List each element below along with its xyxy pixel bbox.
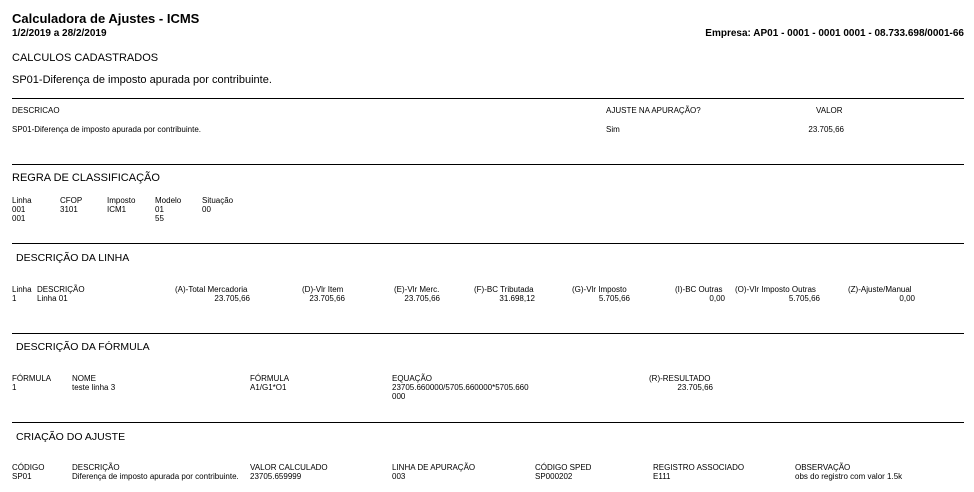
linha-cell: 1 xyxy=(12,294,17,303)
regra-header-linha: Linha xyxy=(12,196,32,205)
regra-cell: 00 xyxy=(202,205,211,214)
criacao-header-codigo-sped: CÓDIGO SPED xyxy=(535,463,592,472)
formula-heading: DESCRIÇÃO DA FÓRMULA xyxy=(16,341,150,353)
linha-header-total-mercadoria: (A)-Total Mercadoria xyxy=(175,285,248,294)
regra-cell: 001 xyxy=(12,214,26,223)
formula-header-formula: FÓRMULA xyxy=(12,374,52,383)
criacao-cell: Diferença de imposto apurada por contribuinte. xyxy=(72,472,239,481)
formula-header-resultado: (R)-RESULTADO xyxy=(649,374,711,383)
criacao-header-descricao: DESCRIÇÃO xyxy=(72,463,120,472)
criacao-cell: 23705.659999 xyxy=(250,472,302,481)
calculos-subtitle: SP01-Diferença de imposto apurada por contribuinte. xyxy=(12,74,272,86)
linha-header-ajuste-manual: (Z)-Ajuste/Manual xyxy=(848,285,912,294)
criacao-cell: SP01 xyxy=(12,472,32,481)
summary-valor: 23.705,66 xyxy=(808,125,844,134)
divider xyxy=(12,333,964,334)
regra-cell: 001 xyxy=(12,205,26,214)
linha-header-bc-tributada: (F)-BC Tributada xyxy=(474,285,534,294)
linha-cell: 0,00 xyxy=(709,294,725,303)
company-info: Empresa: AP01 - 0001 - 0001 0001 - 08.733.698/0001-66 xyxy=(705,28,964,39)
linha-header-descricao: DESCRIÇÃO xyxy=(37,285,85,294)
formula-cell: 1 xyxy=(12,383,17,392)
linha-cell: 23.705,66 xyxy=(404,294,440,303)
col-descricao-header: DESCRICAO xyxy=(12,106,60,115)
linha-cell: 23.705,66 xyxy=(309,294,345,303)
linha-cell: 5.705,66 xyxy=(598,294,630,303)
page-title: Calculadora de Ajustes - ICMS xyxy=(12,11,200,26)
linha-header-vlr-imposto-outras: (O)-Vlr Imposto Outras xyxy=(735,285,816,294)
linha-header-linha: Linha xyxy=(12,285,32,294)
summary-descricao: SP01-Diferença de imposto apurada por contribuinte. xyxy=(12,125,201,134)
criacao-cell: E111 xyxy=(653,472,671,481)
criacao-heading: CRIAÇÃO DO AJUSTE xyxy=(16,431,126,443)
linha-header-vlr-imposto: (G)-Vlr Imposto xyxy=(572,285,627,294)
regra-header-cfop: CFOP xyxy=(60,196,83,205)
linha-cell: 23.705,66 xyxy=(214,294,250,303)
regra-header-situacao: Situação xyxy=(202,196,234,205)
regra-cell: ICM1 xyxy=(107,205,127,214)
divider xyxy=(12,422,964,423)
linha-cell: 5.705,66 xyxy=(788,294,820,303)
regra-header-modelo: Modelo xyxy=(155,196,182,205)
calculos-heading: CALCULOS CADASTRADOS xyxy=(12,52,159,64)
criacao-header-registro-associado: REGISTRO ASSOCIADO xyxy=(653,463,745,472)
criacao-cell: 003 xyxy=(392,472,406,481)
formula-header-formula-expr: FÓRMULA xyxy=(250,374,290,383)
divider xyxy=(12,243,964,244)
formula-cell: teste linha 3 xyxy=(72,383,116,392)
formula-header-equacao: EQUAÇÃO xyxy=(392,374,433,383)
divider xyxy=(12,98,964,99)
formula-equation: 23705.660000/5705.660000*5705.660 xyxy=(392,383,529,392)
divider xyxy=(12,164,964,165)
summary-ajuste: Sim xyxy=(606,125,620,134)
linha-header-vlr-item: (D)-Vlr Item xyxy=(302,285,344,294)
formula-cell: A1/G1*O1 xyxy=(250,383,287,392)
formula-header-nome: NOME xyxy=(72,374,96,383)
formula-equation-cont: 000 xyxy=(392,392,406,401)
criacao-header-observacao: OBSERVAÇÃO xyxy=(795,463,851,472)
regra-heading: REGRA DE CLASSIFICAÇÃO xyxy=(12,172,160,184)
regra-cell: 55 xyxy=(155,214,164,223)
formula-resultado: 23.705,66 xyxy=(677,383,713,392)
criacao-cell: SP000202 xyxy=(535,472,573,481)
linha-header-vlr-merc: (E)-Vlr Merc. xyxy=(394,285,440,294)
criacao-cell: obs do registro com valor 1.5k xyxy=(795,472,903,481)
linha-cell: Linha 01 xyxy=(37,294,68,303)
criacao-header-linha-apuracao: LINHA DE APURAÇÃO xyxy=(392,463,476,472)
regra-header-imposto: Imposto xyxy=(107,196,136,205)
regra-cell: 3101 xyxy=(60,205,78,214)
col-ajuste-header: AJUSTE NA APURAÇÃO? xyxy=(606,106,701,115)
period-range: 1/2/2019 a 28/2/2019 xyxy=(12,28,107,39)
linha-cell: 31.698,12 xyxy=(499,294,535,303)
linha-heading: DESCRIÇÃO DA LINHA xyxy=(16,252,130,264)
criacao-header-codigo: CÓDIGO xyxy=(12,463,45,472)
col-valor-header: VALOR xyxy=(816,106,843,115)
criacao-header-valor-calculado: VALOR CALCULADO xyxy=(250,463,328,472)
linha-cell: 0,00 xyxy=(899,294,915,303)
linha-header-bc-outras: (I)-BC Outras xyxy=(675,285,723,294)
regra-cell: 01 xyxy=(155,205,164,214)
